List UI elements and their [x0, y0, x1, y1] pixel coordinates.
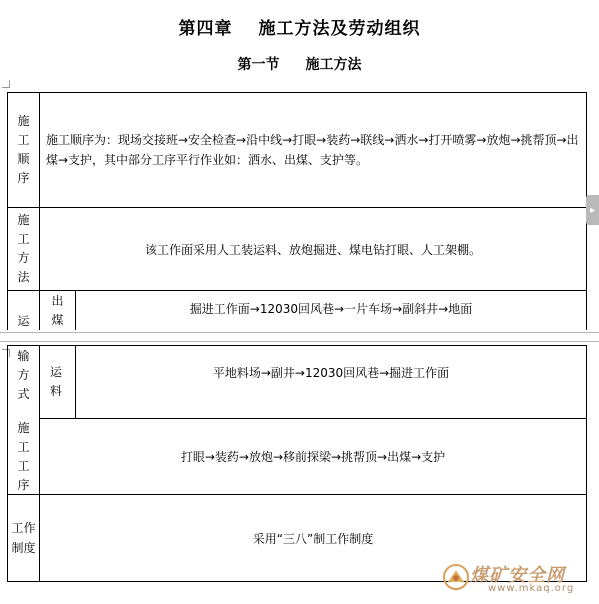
- label-char: 方: [17, 367, 30, 382]
- chapter-heading: [0, 14, 599, 39]
- chapter-title: 施工方法及劳动组织: [258, 19, 421, 39]
- watermark-text: 煤矿安全网: [470, 565, 565, 586]
- label-char: 法: [17, 270, 30, 284]
- material-route-text: 平地料场→副井→12030回风巷→掘进工作面: [212, 365, 450, 380]
- page-break-edge: [0, 341, 599, 342]
- label-char: 工: [17, 232, 30, 246]
- site-watermark: [440, 559, 596, 599]
- label-char: 式: [17, 386, 30, 401]
- sublabel-material-transport: [40, 346, 75, 418]
- coal-output-route-text: 掘进工作面→12030回风巷→一片车场→副斜井→地面: [189, 301, 473, 316]
- row-label-construction-method: [8, 208, 39, 290]
- row-label-construction-sequence: [8, 93, 39, 207]
- label-char: 序: [17, 171, 30, 185]
- label-char: 工: [17, 458, 30, 473]
- margin-corner-mark: [2, 80, 10, 88]
- label-line: 制度: [11, 541, 36, 555]
- label-char: 顺: [17, 152, 30, 166]
- label-char: 施: [17, 114, 30, 128]
- label-char: 方: [17, 251, 30, 265]
- label-char: 运: [50, 365, 63, 379]
- section-title: 施工方法: [305, 57, 362, 73]
- label-char: 施: [17, 213, 30, 227]
- row-label-construction-process: [8, 419, 39, 494]
- section-heading: [0, 54, 599, 74]
- miner-logo-icon: [442, 563, 470, 591]
- label-char: 工: [17, 133, 30, 147]
- watermark-url: www.mkaq.org: [488, 583, 575, 594]
- label-char: 输: [17, 348, 30, 363]
- work-system-text: 采用“三八”制工作制度: [252, 531, 374, 546]
- chapter-number: 第四章: [178, 19, 233, 39]
- row-label-work-system: [8, 495, 39, 581]
- label-char: 工: [17, 439, 30, 454]
- label-char: 出: [51, 293, 64, 308]
- page-break-edge: [0, 332, 599, 333]
- sublabel-coal-output: [40, 291, 75, 330]
- label-char: 煤: [51, 312, 64, 327]
- row-label-transport-mode: [8, 346, 39, 404]
- construction-process-text: 打眼→装药→放炮→移前探梁→挑帮顶→出煤→支护: [180, 450, 446, 464]
- label-line: 工作: [11, 521, 36, 535]
- chevron-right-icon: ▸: [589, 204, 596, 216]
- row-label-transport: 运: [17, 313, 30, 328]
- section-number: 第一节: [237, 57, 280, 73]
- label-char: 施: [17, 420, 30, 435]
- label-char: 序: [17, 477, 30, 492]
- label-char: 料: [50, 384, 63, 398]
- construction-method-text: 该工作面采用人工装运料、放炮掘进、煤电钻打眼、人工架棚。: [144, 242, 481, 257]
- side-scroll-tab[interactable]: [586, 195, 599, 225]
- construction-sequence-text: 施工顺序为：现场交接班→安全检查→沿中线→打眼→装药→联线→洒水→打开喷雾→放炮→挑帮顶→出煤→支护，其中部分工序平行作业如：洒水、出煤、支护等。: [46, 133, 579, 167]
